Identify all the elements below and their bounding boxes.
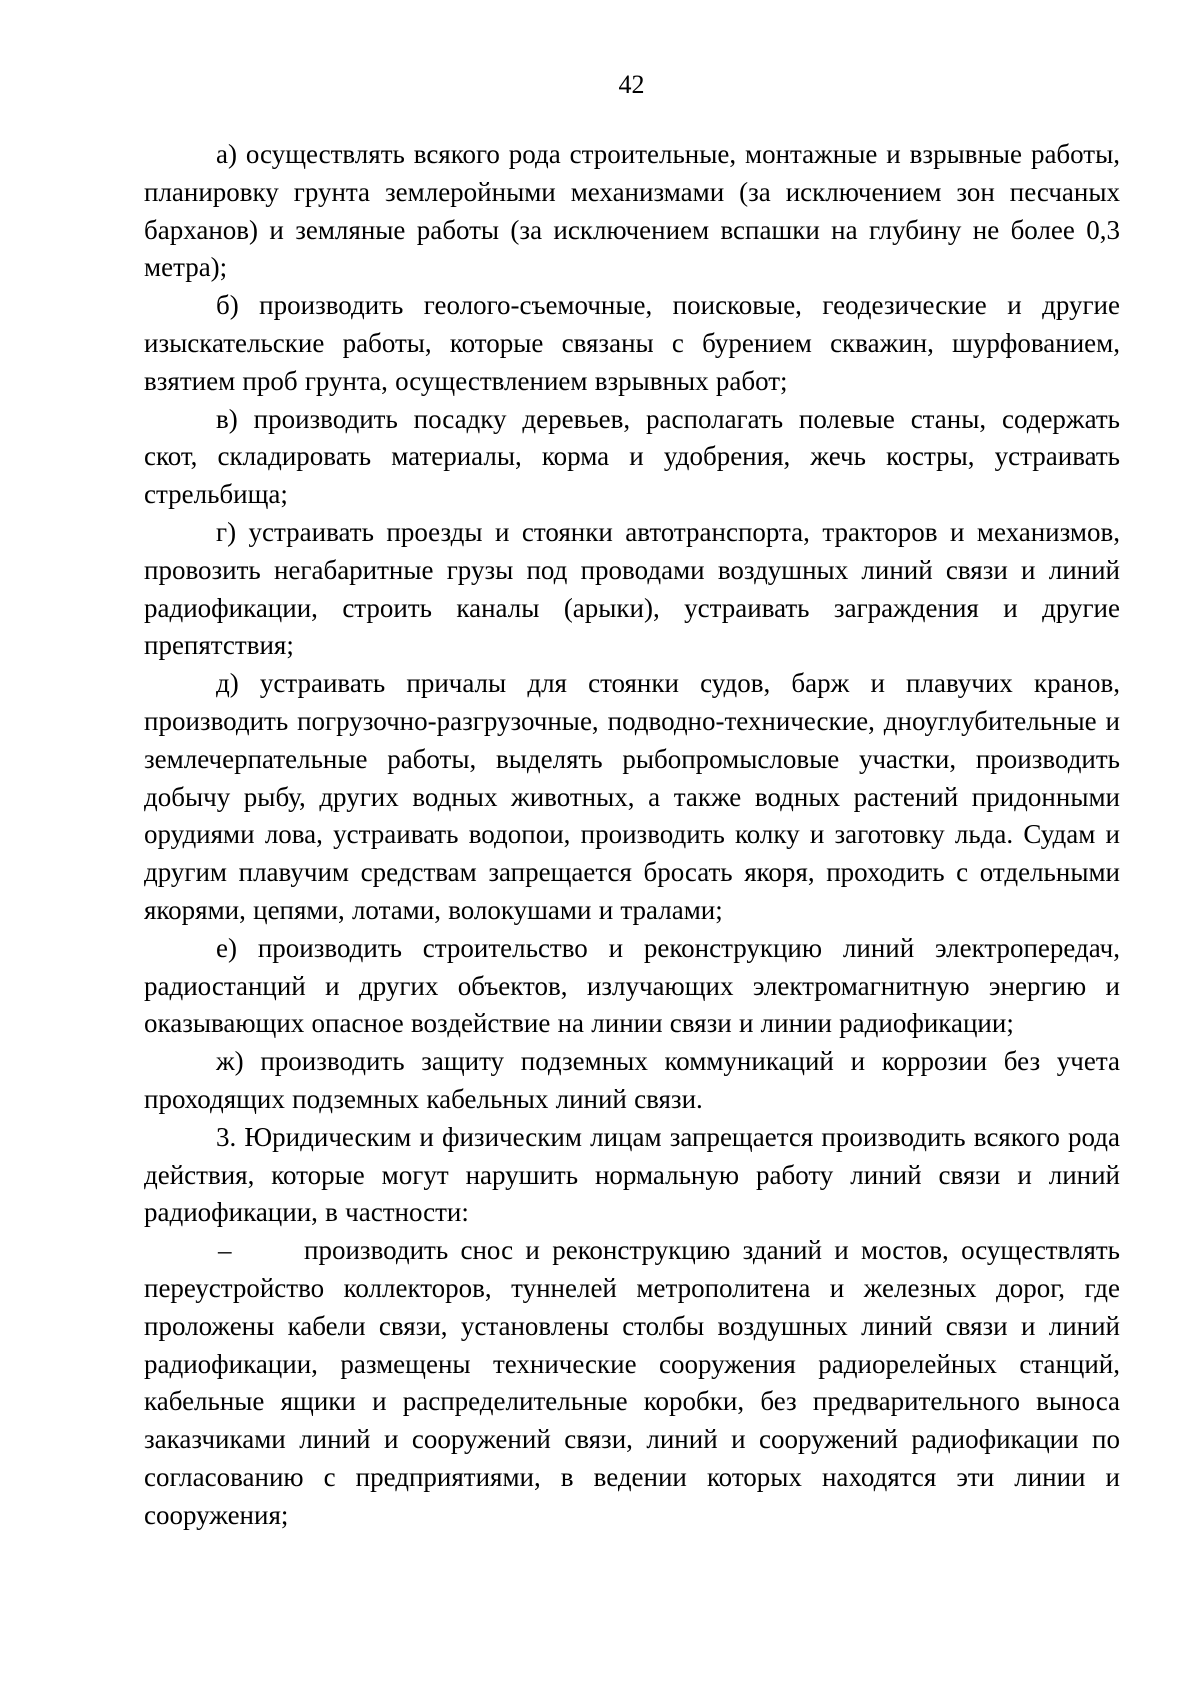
paragraph-a: а) осуществлять всякого рода строительные, монтажные и взрывные работы, планировку грунта землеройными механизмами (за исключением зон песчаных барханов) и земляные работы (за исключением вспашки на глубину не более 0,3 метра); <box>144 139 1120 283</box>
document-body <box>144 136 1120 1534</box>
paragraph-b: б) производить геолого-съемочные, поисковые, геодезические и другие изыскательские работы, которые связаны с бурением скважин, шурфованием, взятием проб грунта, осуществлением взрывных работ; <box>144 290 1120 396</box>
dash-list-item <box>144 1232 1120 1534</box>
paragraph-v: в) производить посадку деревьев, располагать полевые станы, содержать скот, складировать материалы, корма и удобрения, жечь костры, устраивать стрельбища; <box>144 403 1120 510</box>
paragraph-3: 3. Юридическим и физическим лицам запрещается производить всякого рода действия, которые могут нарушить нормальную работу линий связи и линий радиофикации, в частности: <box>144 1121 1120 1228</box>
page-number: 42 <box>618 70 645 99</box>
paragraph-e: е) производить строительство и реконструкцию линий электропередач, радиостанций и других объектов, излучающих электромагнитную энергию и оказывающих опасное воздействие на линии связи и линии радиофикации; <box>144 932 1120 1039</box>
paragraph-g: г) устраивать проезды и стоянки автотранспорта, тракторов и механизмов, провозить негабаритные грузы под проводами воздушных линий связи и линий радиофикации, строить каналы (арыки), устраивать заграждения и другие препятствия; <box>144 516 1120 661</box>
paragraph-d: д) устраивать причалы для стоянки судов, барж и плавучих кранов, производить погрузочно-разгрузочные, подводно-технические, дноуглубительные и землечерпательные работы, выделять рыбопромысловые участки, производить добычу рыбу, других водных животных, а также водных растений придонными орудиями лова, устраивать водопои, производить колку и заготовку льда. Судам и другим плавучим средствам запрещается бросать якоря, проходить с отдельными якорями, цепями, лотами, волокушами и тралами; <box>144 668 1120 925</box>
paragraph-zh: ж) производить защиту подземных коммуникаций и коррозии без учета проходящих подземных кабельных линий связи. <box>144 1046 1120 1114</box>
dash-item-text: производить снос и реконструкцию зданий и мостов, осуществлять переустройство коллекторов, туннелей метрополитена и железных дорог, где проложены кабели связи, установлены столбы воздушных линий связи и линий радиофикации, размещены технические сооружения радиорелейных станций, кабельные ящики и распределительные коробки, без предварительного выноса заказчиками линий и сооружений связи, линий и сооружений радиофикации по согласованию с предприятиями, в ведении которых находятся эти линии и сооружения; <box>144 1235 1120 1530</box>
dash-marker: – <box>218 1235 232 1266</box>
